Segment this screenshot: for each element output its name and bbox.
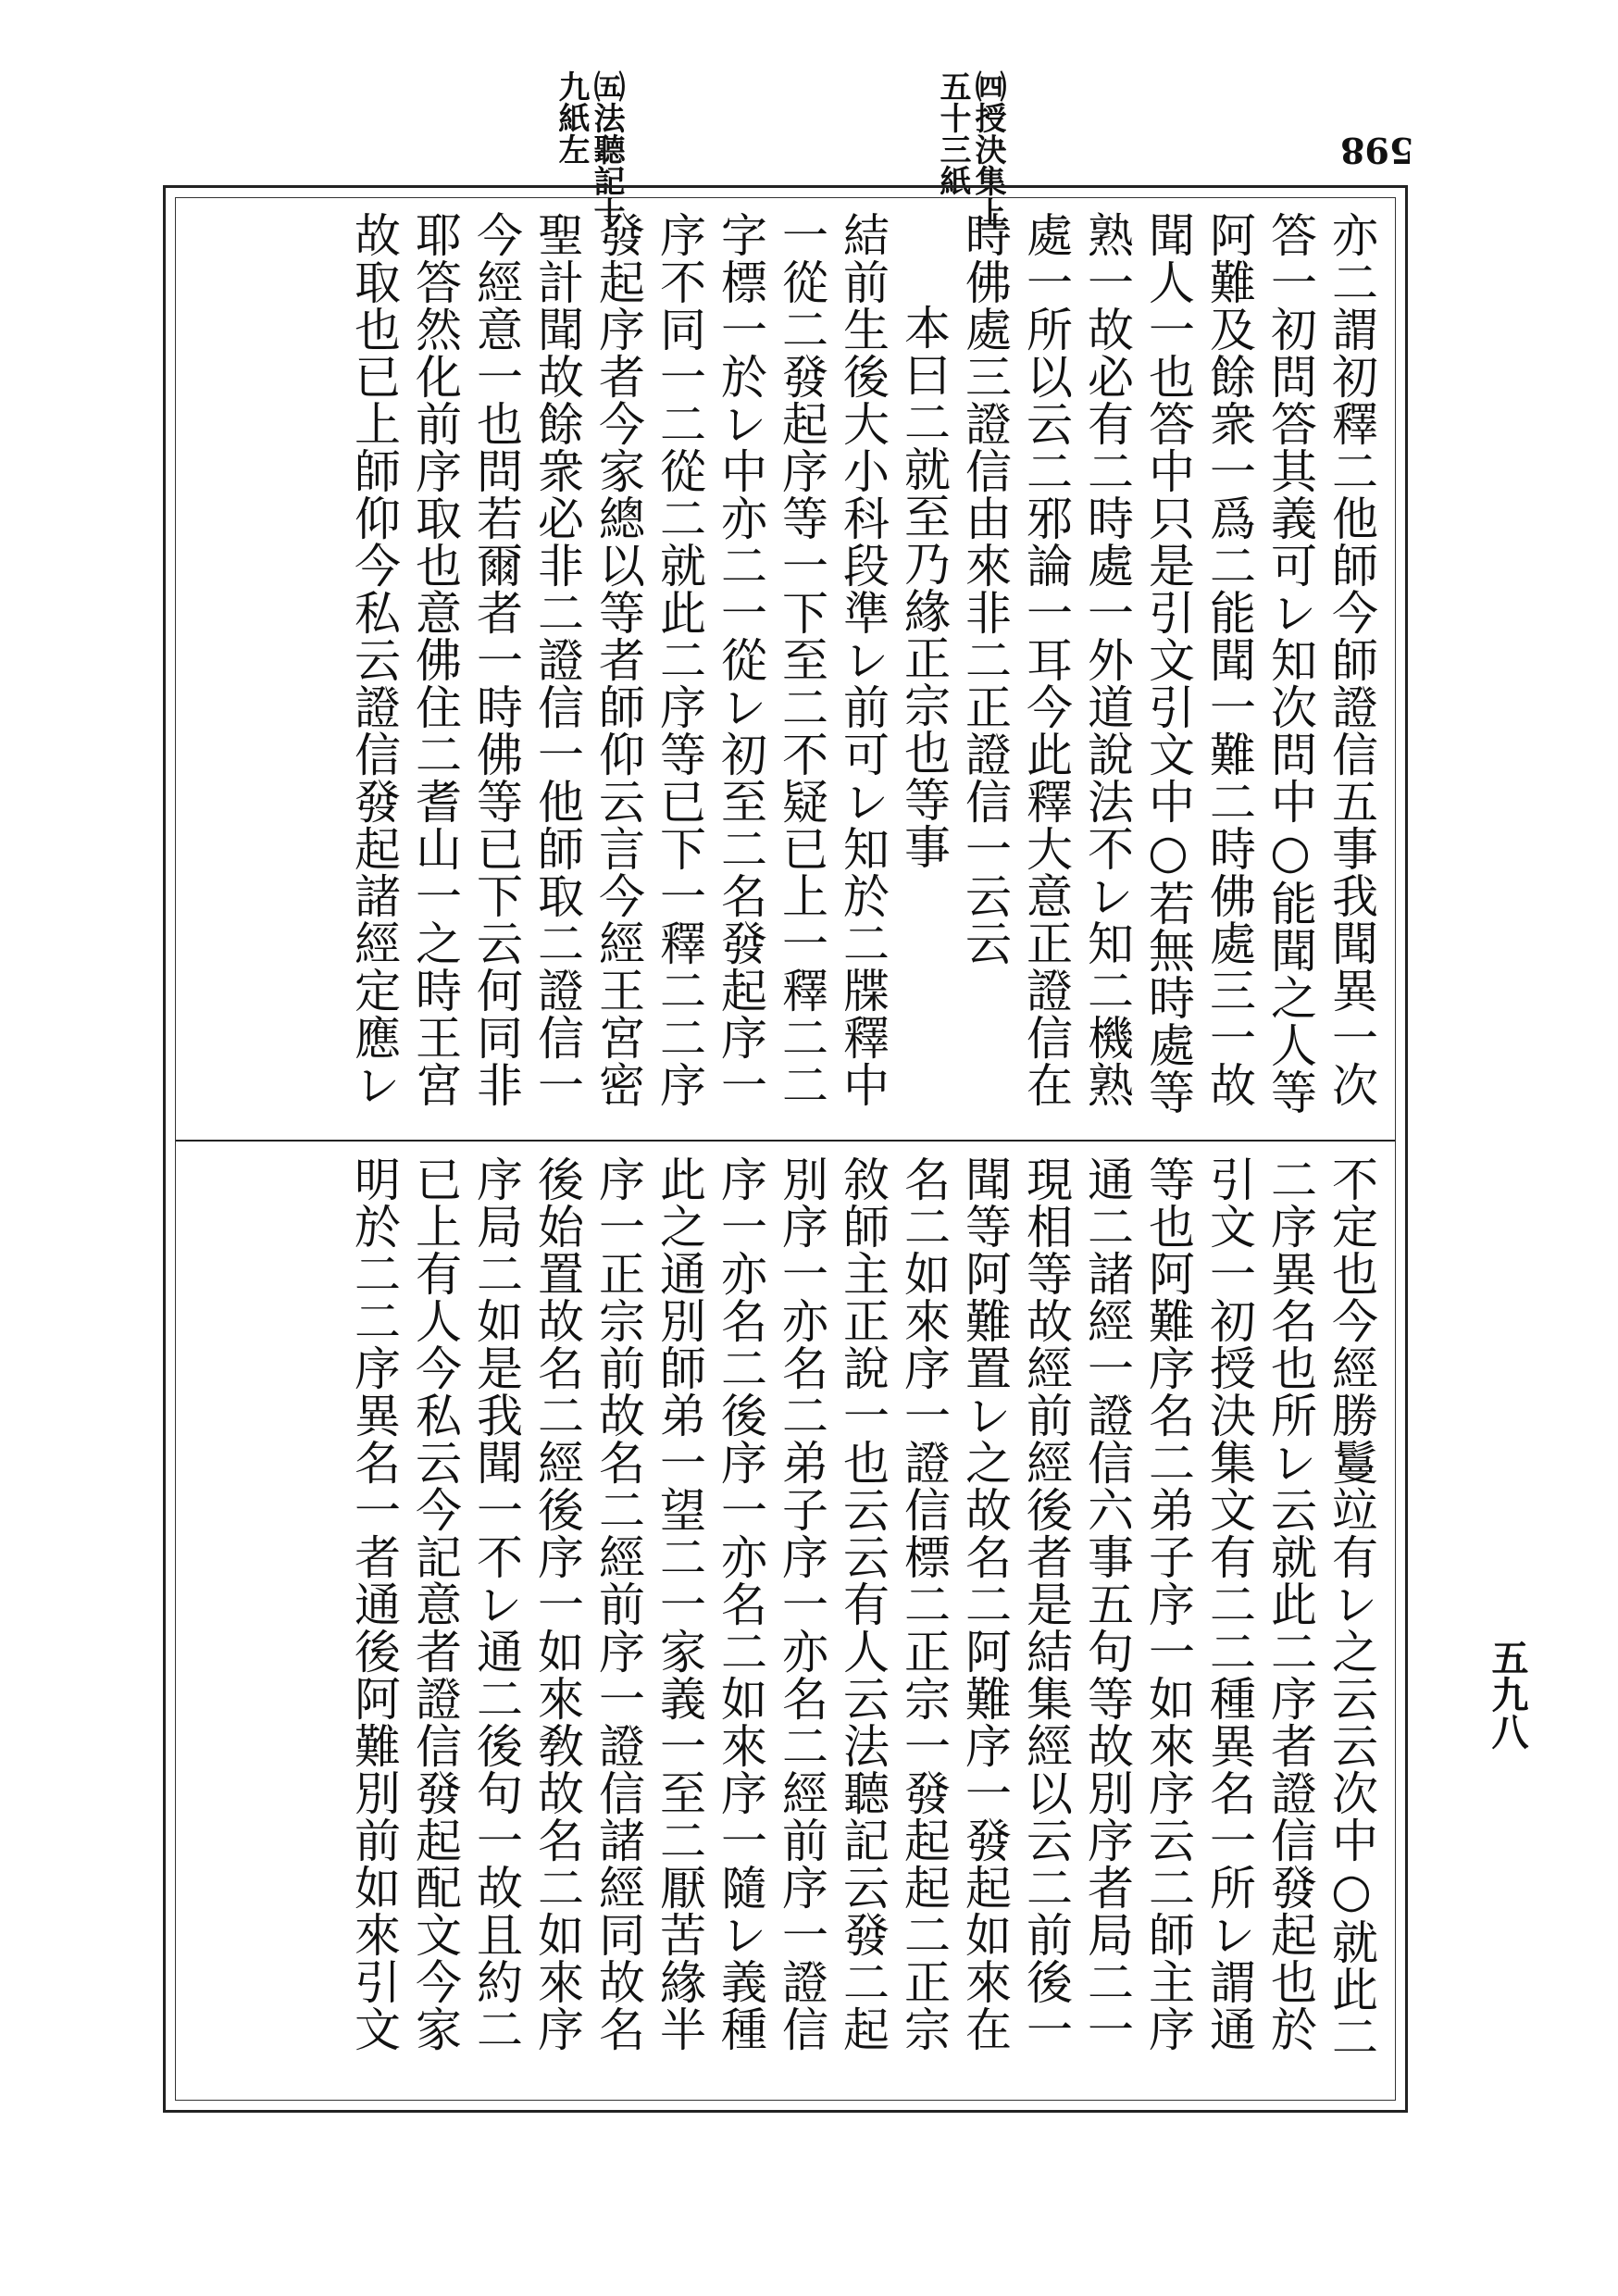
- text-column: 序不同一二從二就此二序等已下一釋二二序: [653, 211, 706, 1108]
- text-column: 現相等故經前經後者是結集經以云二前後一: [1019, 1155, 1073, 2053]
- margin-note-jueji-line1: ㈣授決集上: [969, 70, 1006, 228]
- upper-text-panel: [176, 211, 1395, 1118]
- text-column: 熟一故必有二時處一外道說法不レ知二機熟: [1080, 211, 1134, 1108]
- text-column: 結前生後大小科段準レ前可レ知於二牒釋中: [836, 211, 890, 1108]
- text-column: 此之通別師弟一望二一家義一至二厭苦緣半: [653, 1155, 706, 2053]
- lower-text-panel: [176, 1155, 1395, 2081]
- text-column: 字標一於レ中亦二一從レ初至二名發起序一: [714, 211, 767, 1108]
- page-number-top: 598: [1340, 130, 1414, 171]
- text-column: 名二如來序一證信標二正宗一發起起二正宗: [897, 1155, 951, 2053]
- panel-divider: [176, 1140, 1395, 1142]
- text-column: 聞人一也答中只是引文引文中○若無時處等: [1141, 211, 1195, 1116]
- text-column: 發起序者今家總以等者師仰云言今經王宮密: [591, 211, 645, 1108]
- margin-note-jueji-line2: 五十三紙: [934, 70, 971, 196]
- text-column: 阿難及餘衆一爲二能聞一難二時佛處三一故: [1202, 211, 1256, 1108]
- text-column: 序局二如是我聞一不レ通二後句一故且約二: [469, 1155, 523, 2053]
- text-column: 序一亦名二後序一亦名二如來序一隨レ義種: [714, 1155, 767, 2053]
- text-column: 時佛處三證信由來非二正證信一云云: [958, 211, 1012, 967]
- text-column: 序一正宗前故名二經前序一證信諸經同故名: [591, 1155, 645, 2053]
- text-column: 今經意一也問若爾者一時佛等已下云何同非: [469, 211, 523, 1108]
- inner-frame: [175, 197, 1396, 2101]
- text-column: 聞等阿難置レ之故名二阿難序一發起如來在: [958, 1155, 1012, 2053]
- text-column: 通二諸經一證信六事五句等故別序者局二一: [1080, 1155, 1134, 2053]
- margin-note-hochoki-line2: 九紙左: [553, 70, 590, 165]
- page-number-side: 五九八: [1486, 1639, 1529, 1750]
- text-column: 等也阿難序名二弟子序一如來序云二師主序: [1141, 1155, 1195, 2053]
- text-column: 別序一亦名二弟子序一亦名二經前序一證信: [775, 1155, 828, 2053]
- text-column: 後始置故名二經後序一如來敎故名二如來序: [530, 1155, 584, 2053]
- margin-note-hochoki-line1: ㈤法聽記十: [588, 70, 625, 228]
- text-column: 不定也今經勝鬘竝有レ之云云次中○就此二: [1325, 1155, 1378, 2060]
- text-column: 耶答然化前序取也意佛住二耆山一之時王宮: [408, 211, 462, 1108]
- text-column: 引文一初授決集文有二二種異名一所レ謂通: [1202, 1155, 1256, 2053]
- text-column: 一從二發起序等一下至二不疑已上一釋二二: [775, 211, 828, 1108]
- text-column: 亦二謂初釋二他師今師證信五事我聞異一次: [1325, 211, 1378, 1108]
- text-column: 聖計聞故餘衆必非二證信一他師取二證信一: [530, 211, 584, 1108]
- text-column: 已上有人今私云今記意者證信發起配文今家: [408, 1155, 462, 2053]
- text-column: 明於二二序異名一者通後阿難別前如來引文: [347, 1155, 401, 2053]
- text-column: 二序異名也所レ云就此二序者證信發起也於: [1263, 1155, 1317, 2053]
- text-column: 答一初問答其義可レ知次問中○能聞之人等: [1263, 211, 1317, 1116]
- text-column: 故取也已上師仰今私云證信發起諸經定應レ: [347, 211, 401, 1108]
- text-frame: [163, 185, 1408, 2113]
- text-column: 處一所以云二邪論一耳今此釋大意正證信在: [1019, 211, 1073, 1108]
- text-column: 本曰二就至乃緣正宗也等事: [897, 304, 951, 870]
- text-column: 敘師主正說一也云云有人云法聽記云發二起: [836, 1155, 890, 2053]
